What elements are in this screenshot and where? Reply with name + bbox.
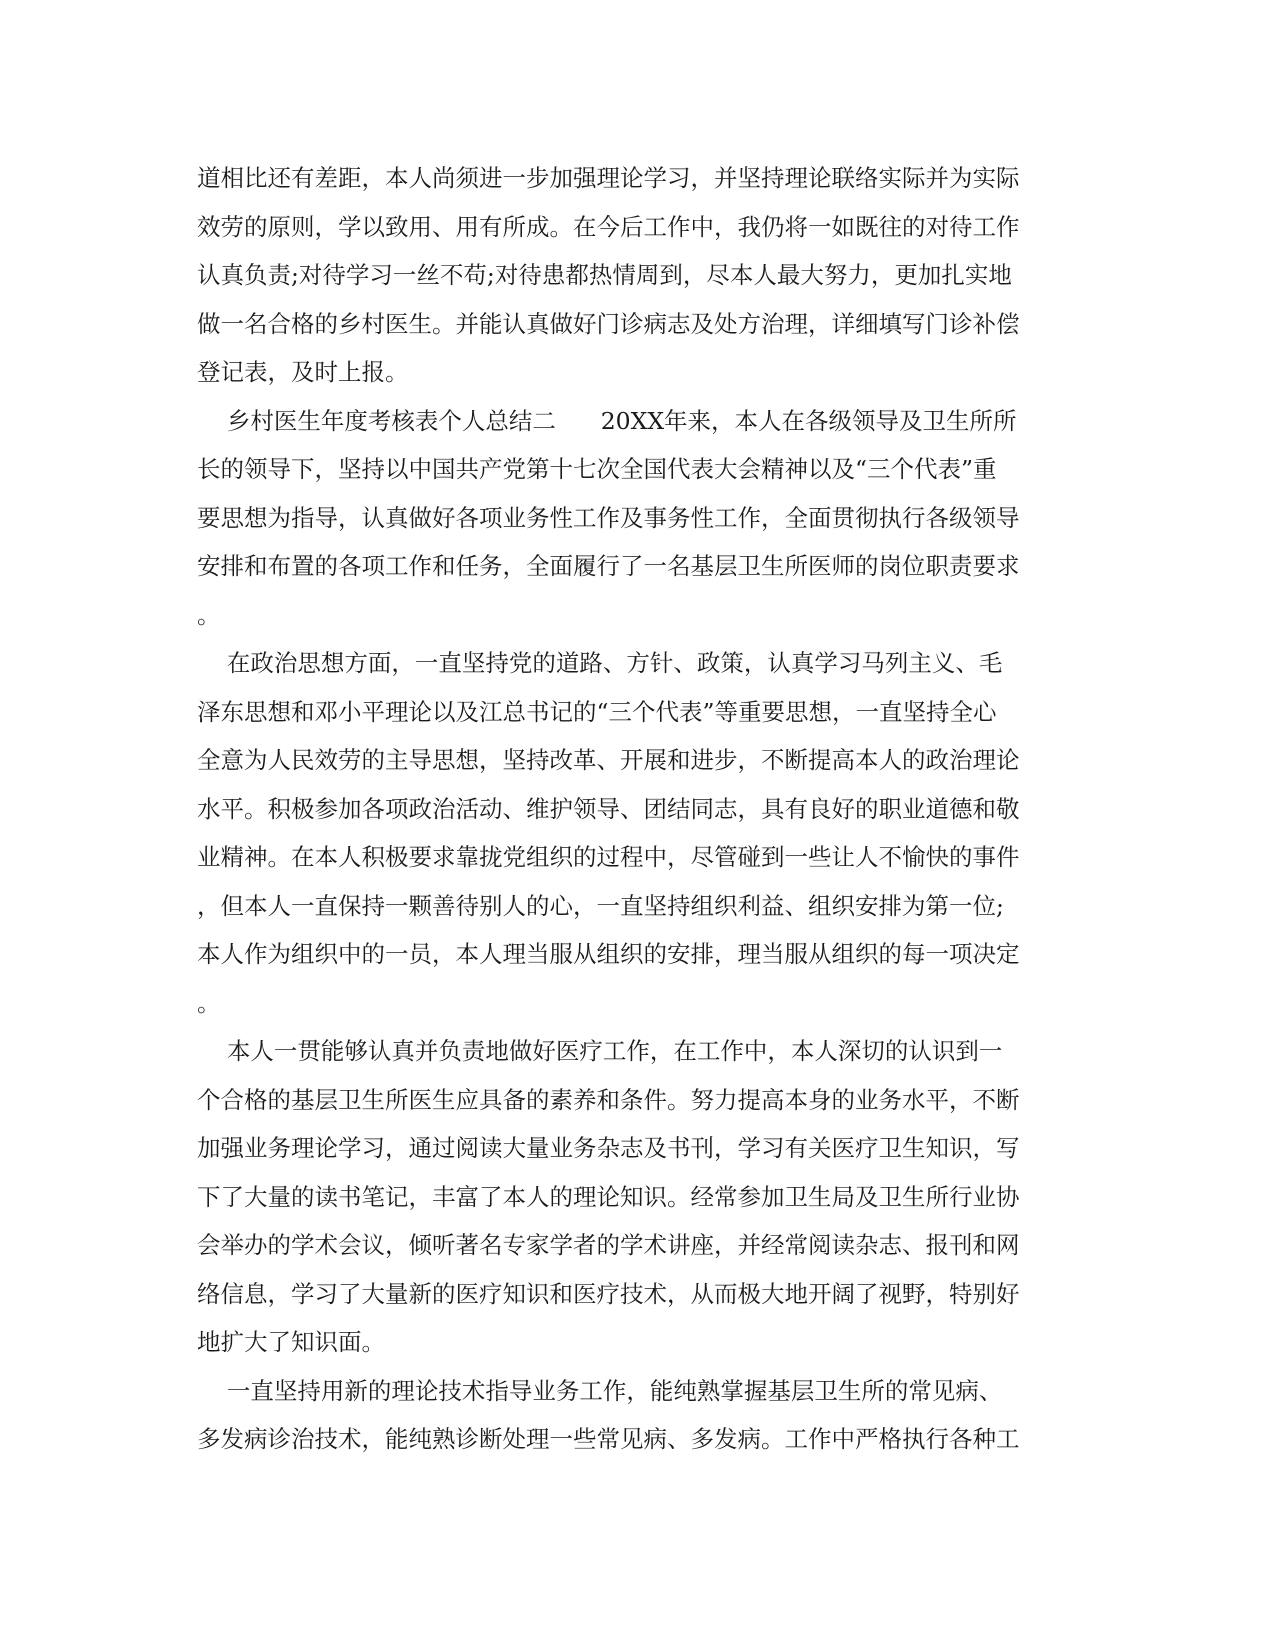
text-line: 下了大量的读书笔记，丰富了本人的理论知识。经常参加卫生局及卫生所行业协 <box>197 1182 1020 1211</box>
text-line: 全意为人民效劳的主导思想，坚持改革、开展和进步，不断提高本人的政治理论 <box>197 746 1020 774</box>
text-line: ，但本人一直保持一颗善待别人的心，一直坚持组织利益、组织安排为第一位; <box>197 891 1004 920</box>
text-line: 水平。积极参加各项政治活动、维护领导、团结同志，具有良好的职业道德和敬 <box>197 794 1020 823</box>
text-line: 在政治思想方面，一直坚持党的道路、方针、政策，认真学习马列主义、毛 <box>197 649 1003 677</box>
text-line: 一直坚持用新的理论技术指导业务工作，能纯熟掌握基层卫生所的常见病、 <box>197 1376 1003 1405</box>
text-line: 认真负责;对待学习一丝不苟;对待患都热情周到，尽本人最大努力，更加扎实地 <box>197 261 1012 289</box>
text-line: 个合格的基层卫生所医生应具备的素养和条件。努力提高本身的业务水平，不断 <box>197 1085 1020 1114</box>
text-line: 业精神。在本人积极要求靠拢党组织的过程中，尽管碰到一些让人不愉快的事件 <box>197 843 1020 871</box>
text-line: 会举办的学术会议，倾听著名专家学者的学术讲座，并经常阅读杂志、报刊和网 <box>197 1231 1020 1259</box>
text-line: 多发病诊治技术，能纯熟诊断处理一些常见病、多发病。工作中严格执行各种工 <box>197 1425 1020 1453</box>
text-line: 长的领导下，坚持以中国共产党第十七次全国代表大会精神以及“三个代表”重 <box>197 455 997 483</box>
text-line: 泽东思想和邓小平理论以及江总书记的“三个代表”等重要思想，一直坚持全心 <box>197 697 997 726</box>
document-body <box>197 154 1081 1464</box>
text-line: 。 <box>197 600 221 629</box>
text-line: 本人一贯能够认真并负责地做好医疗工作，在工作中，本人深切的认识到一 <box>197 1037 1003 1065</box>
text-line: 。 <box>197 988 221 1017</box>
section-heading-line: 乡村医生年度考核表个人总结二 20XX年来，本人在各级领导及卫生所所 <box>197 406 1017 435</box>
text-line: 本人作为组织中的一员，本人理当服从组织的安排，理当服从组织的每一项决定 <box>197 940 1020 968</box>
text-line: 做一名合格的乡村医生。并能认真做好门诊病志及处方治理，详细填写门诊补偿 <box>197 309 1020 338</box>
text-line: 要思想为指导，认真做好各项业务性工作及事务性工作，全面贯彻执行各级领导 <box>197 503 1020 532</box>
text-line: 登记表，及时上报。 <box>197 358 409 386</box>
text-line: 加强业务理论学习，通过阅读大量业务杂志及书刊，学习有关医疗卫生知识，写 <box>197 1134 1020 1162</box>
text-line: 效劳的原则，学以致用、用有所成。在今后工作中，我仍将一如既往的对待工作 <box>197 212 1020 241</box>
text-line: 道相比还有差距，本人尚须进一步加强理论学习，并坚持理论联络实际并为实际 <box>197 164 1020 192</box>
text-line: 地扩大了知识面。 <box>197 1328 385 1356</box>
text-line: 安排和布置的各项工作和任务，全面履行了一名基层卫生所医师的岗位职责要求 <box>197 552 1020 580</box>
text-line: 络信息，学习了大量新的医疗知识和医疗技术，从而极大地开阔了视野，特别好 <box>197 1279 1020 1308</box>
